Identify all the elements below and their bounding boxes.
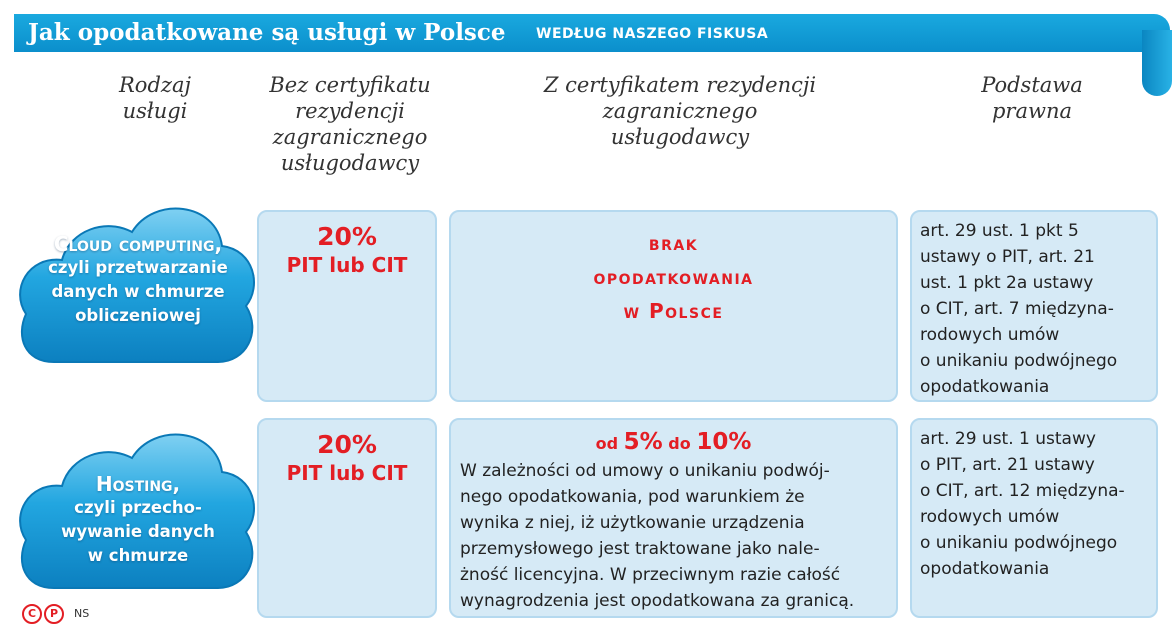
service-desc-line: czyli przecho- bbox=[74, 498, 202, 517]
service-desc-line: danych w chmurze bbox=[51, 282, 225, 301]
legal-line: ustawy o PIT, art. 21 bbox=[920, 247, 1095, 267]
desc-line: żność licencyjna. W przeciwnym razie całość bbox=[460, 565, 841, 585]
service-desc-line: obliczeniowej bbox=[75, 306, 201, 325]
column-header-service: Rodzaj usługi bbox=[119, 73, 191, 123]
desc-line: wynagrodzenia jest opodatkowana za granicą. bbox=[460, 591, 855, 611]
cell-hosting-without-cert bbox=[257, 418, 437, 618]
column-header-with-cert: Z certyfikatem rezydencji zagranicznego usługodawcy bbox=[543, 73, 817, 149]
footer-credits bbox=[22, 603, 89, 625]
legal-line: ust. 1 pkt 2a ustawy bbox=[920, 273, 1094, 293]
legal-line: art. 29 ust. 1 pkt 5 bbox=[920, 221, 1079, 241]
cloud-computing-cloud bbox=[14, 196, 262, 368]
cell-cloud-without-cert bbox=[257, 210, 437, 402]
legal-line: o unikaniu podwójnego bbox=[920, 533, 1118, 553]
legal-line: o unikaniu podwójnego bbox=[920, 351, 1118, 371]
cell-hosting-with-cert bbox=[449, 418, 898, 618]
tax-rate: 20% bbox=[317, 222, 377, 251]
legal-line: rodowych umów bbox=[920, 325, 1060, 345]
no-tax-line: opodatkowania bbox=[593, 265, 754, 289]
no-tax-line: brak bbox=[648, 231, 699, 255]
legal-line: art. 29 ust. 1 ustawy bbox=[920, 429, 1096, 449]
banner-curl bbox=[1142, 30, 1172, 96]
rate-range: od 5% do 10% bbox=[595, 429, 752, 455]
tax-rate: 20% bbox=[317, 430, 377, 459]
copyright-icon: C bbox=[22, 604, 42, 624]
tax-type: PIT lub CIT bbox=[286, 253, 408, 277]
page-subtitle: WEDŁUG NASZEGO FISKUSA bbox=[536, 26, 769, 42]
tax-type: PIT lub CIT bbox=[286, 461, 408, 485]
service-desc-line: wywanie danych bbox=[61, 522, 215, 541]
column-header-legal-basis: Podstawa prawna bbox=[981, 73, 1083, 123]
author-initials: NS bbox=[74, 607, 90, 620]
page-title: Jak opodatkowane są usługi w Polsce bbox=[28, 19, 506, 46]
legal-line: rodowych umów bbox=[920, 507, 1060, 527]
legal-line: opodatkowania bbox=[920, 559, 1050, 579]
hosting-cloud bbox=[14, 422, 262, 594]
legal-line: opodatkowania bbox=[920, 377, 1050, 397]
desc-line: przemysłowego jest traktowane jako nale- bbox=[460, 539, 820, 559]
cell-cloud-with-cert bbox=[449, 210, 898, 402]
desc-line: nego opodatkowania, pod warunkiem że bbox=[460, 487, 805, 507]
service-name: Hosting, bbox=[95, 472, 181, 496]
press-icon: P bbox=[44, 604, 64, 624]
legal-line: o CIT, art. 7 międzyna- bbox=[920, 299, 1114, 319]
service-desc-line: czyli przetwarzanie bbox=[48, 258, 228, 277]
column-header-without-cert: Bez certyfikatu rezydencji zagranicznego usługodawcy bbox=[269, 73, 431, 175]
rate-description bbox=[460, 458, 888, 614]
service-name: Cloud computing, bbox=[53, 232, 223, 256]
desc-line: W zależności od umowy o unikaniu podwój- bbox=[460, 461, 830, 481]
cell-cloud-legal-basis bbox=[910, 210, 1158, 402]
no-tax-line: w Polsce bbox=[623, 299, 724, 323]
cell-hosting-legal-basis bbox=[910, 418, 1158, 618]
legal-line: o CIT, art. 12 międzyna- bbox=[920, 481, 1125, 501]
desc-line: wynika z niej, iż użytkowanie urządzenia bbox=[460, 513, 805, 533]
service-desc-line: w chmurze bbox=[87, 546, 189, 565]
legal-line: o PIT, art. 21 ustawy bbox=[920, 455, 1095, 475]
